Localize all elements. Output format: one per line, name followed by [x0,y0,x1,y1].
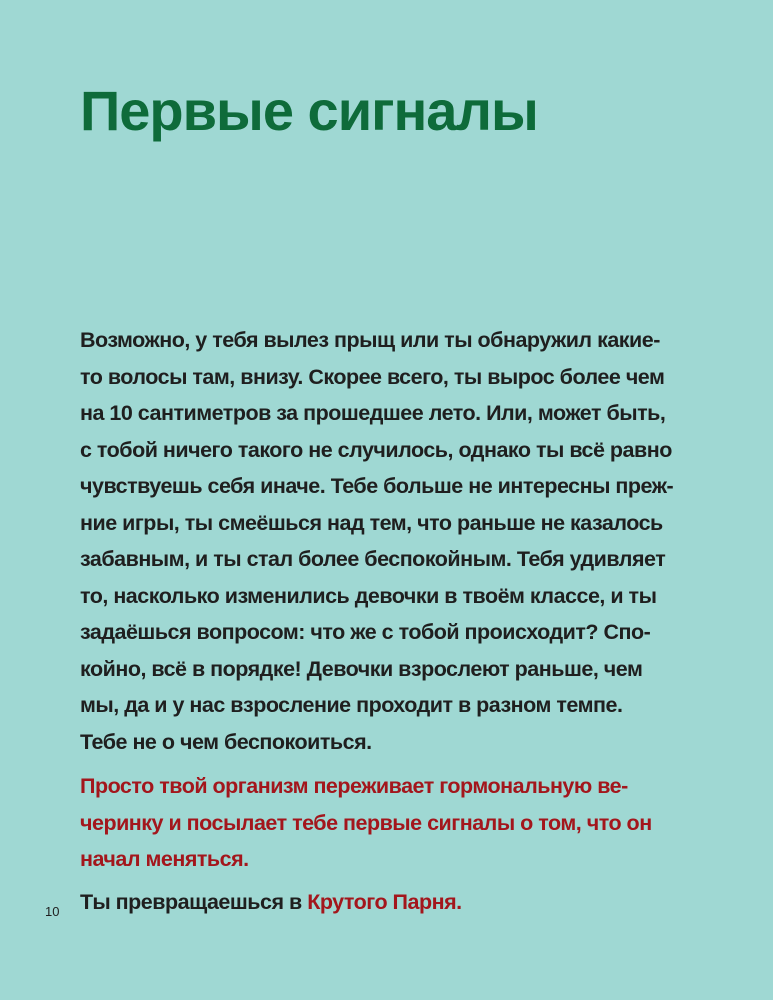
text-line: ние игры, ты смеёшься над тем, что раньше не казалось [80,510,663,535]
closing-paragraph [80,884,720,921]
text-line: с тобой ничего такого не случилось, однако ты всё равно [80,437,672,462]
text-line: Возможно, у тебя вылез прыщ или ты обнаружил какие- [80,328,660,352]
text-line: койно, всё в порядке! Девочки взрослеют раньше, чем [80,656,643,681]
text-line: то волосы там, внизу. Скорее всего, ты вырос более чем [80,364,665,389]
text-line: Тебе не о чем беспокоиться. [80,729,372,754]
text-line: начал меняться. [80,847,249,871]
text-line: на 10 сантиметров за прошедшее лето. Или, может быть, [80,401,666,425]
page-number: 10 [45,904,60,919]
text-line: мы, да и у нас взросление проходит в разном темпе. [80,693,623,717]
text-line: задаёшься вопросом: что же с тобой происходит? Спо- [80,620,651,644]
text-line: то, насколько изменились девочки в твоём классе, и ты [80,583,657,608]
text-line: Просто твой организм переживает гормональную ве- [80,774,628,798]
highlight-paragraph [80,768,720,878]
closing-accent-text: Крутого Парня. [307,890,462,914]
page-title: Первые сигналы [80,79,538,142]
text-line: чувствуешь себя иначе. Тебе больше не интересны преж- [80,474,674,498]
body-paragraph-1 [80,322,720,760]
closing-text: Ты превращаешься в [80,890,308,914]
text-line: забавным, и ты стал более беспокойным. Тебя удивляет [80,547,666,571]
text-line [80,884,720,921]
text-line: черинку и посылает тебе первые сигналы о том, что он [80,810,652,835]
